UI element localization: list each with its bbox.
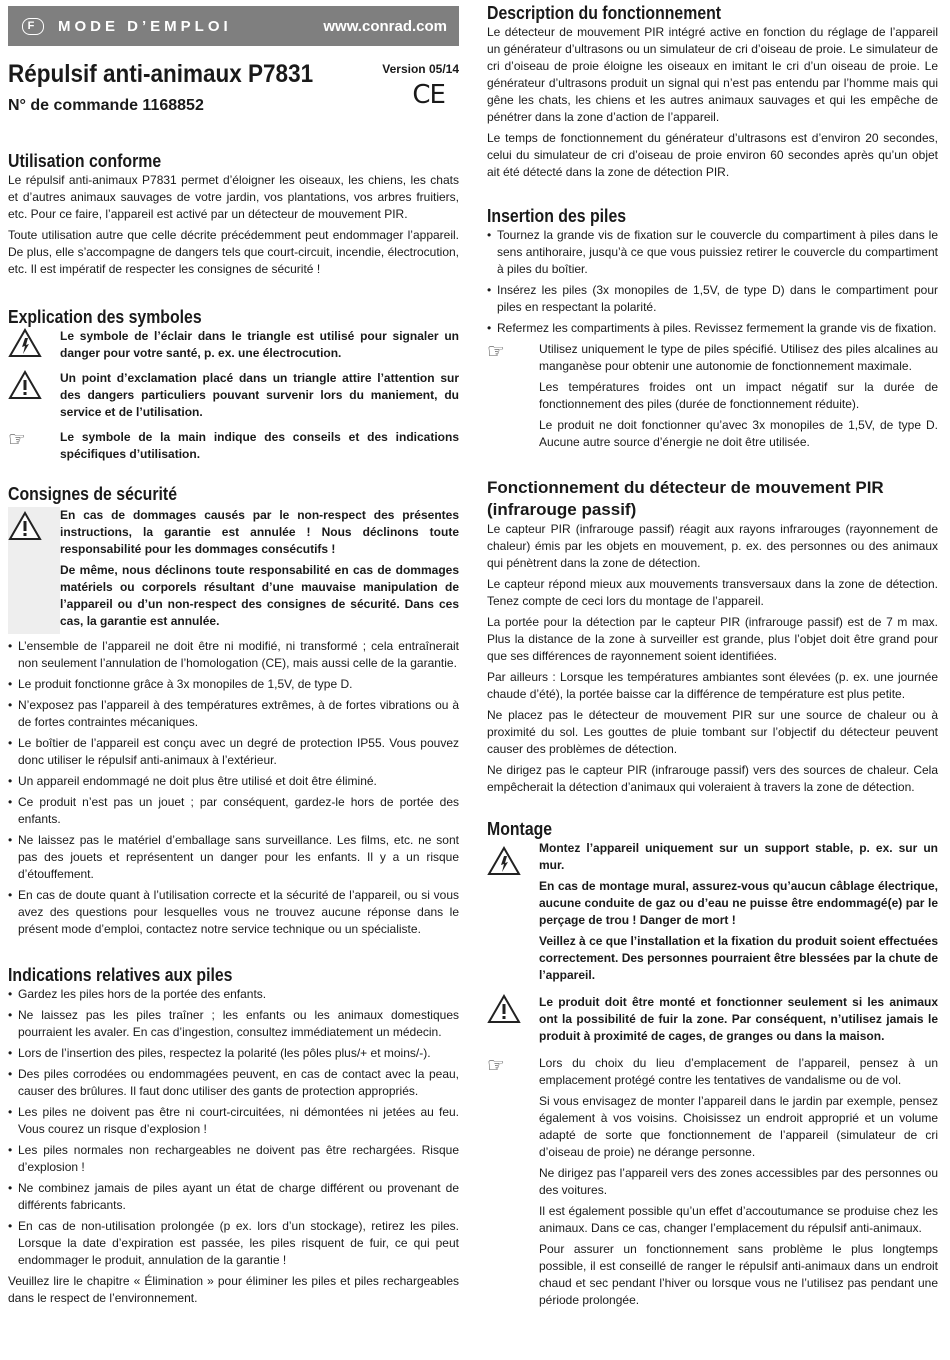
heading-piles-info: Indications relatives aux piles xyxy=(8,965,233,985)
utilisation-paragraph-2: Toute utilisation autre que celle décrite précédemment peut endommager l’appareil. De plus, elle s’accompagne de dangers tels que court-circuit, incendie, électrocution, etc. Il est impératif de respecter les consignes de sécurité ! xyxy=(8,228,459,276)
page-title: Répulsif anti-animaux P7831 xyxy=(8,60,314,88)
description-paragraph-2: Le temps de fonctionnement du générateur d’ultrasons est d’environ 20 secondes, celui du simulateur de cri d’oiseau de proie environ 60 secondes après qu’un objet ait été détecté dans la zone de détection PIR. xyxy=(487,131,938,179)
list-item: • Insérez les piles (3x monopiles de 1,5V, de type D) dans le compartiment pour piles en respectant la polarité. xyxy=(487,282,938,316)
right-column xyxy=(487,0,938,1317)
tip-text: Le produit ne doit fonctionner qu’avec 3x monopiles de 1,5V, de type D. Aucune autre source d’énergie ne doit être utilisée. xyxy=(539,418,938,449)
list-item: • Les piles normales non rechargeables ne doivent pas être rechargées. Risque d’explosion ! xyxy=(8,1142,459,1176)
montage-warning-block-2 xyxy=(487,994,938,1049)
montage-warning: Le produit doit être monté et fonctionner seulement si les animaux ont la possibilité de fuir la zone. Par conséquent, n’utilisez jamais le produit à proximité de cages, de granges ou dans la maison. xyxy=(539,995,938,1043)
section-description xyxy=(487,2,938,181)
safety-warning-block xyxy=(8,507,459,634)
symbol-row xyxy=(8,370,459,425)
tip-text: Il est également possible qu’un effet d’accoutumance se produise chez les animaux. Dans ce cas, changer l’emplacement du répulsif anti-animaux. xyxy=(539,1204,938,1235)
section-pir xyxy=(487,477,938,796)
tip-text: Lors du choix du lieu d’emplacement de l’appareil, pensez à un emplacement protégé contre les tentatives de vandalisme ou de vol. xyxy=(539,1056,938,1087)
section-piles-info xyxy=(8,964,459,1307)
list-item: • Refermez les compartiments à piles. Revissez fermement la grande vis de fixation. xyxy=(487,320,938,337)
safety-warning-1: En cas de dommages causés par le non-respect des présentes instructions, la garantie est annulée ! Nous déclinons toute responsabilité pour les dommages consécutifs ! xyxy=(60,508,459,556)
list-item: • Ne laissez pas le matériel d’emballage sans surveillance. Les films, etc. ne sont pas des jouets et représentent un danger pour les enfants. Il y a un risque d’étouffement. xyxy=(8,832,459,883)
left-column xyxy=(8,0,459,1311)
heading-montage: Montage xyxy=(487,819,553,839)
list-item: • Le produit fonctionne grâce à 3x monopiles de 1,5V, de type D. xyxy=(8,676,459,693)
safety-warning-2: De même, nous déclinons toute responsabilité en cas de dommages matériels ou corporels résultant d’une mauvaise manipulation de l’appareil ou d’un non-respect des consignes de sécurité. Dans ces cas, la garantie est annulée. xyxy=(60,563,459,628)
order-number: N° de commande 1168852 xyxy=(8,97,204,114)
montage-tips xyxy=(487,1055,938,1313)
header-mode xyxy=(22,18,232,35)
tip-text: Ne dirigez pas l’appareil vers des zones accessibles par des personnes ou des voitures. xyxy=(539,1166,938,1197)
symbol-text: Le symbole de la main indique des conseils et des indications spécifiques d’utilisation. xyxy=(60,430,459,461)
pir-paragraph: Le capteur PIR (infrarouge passif) réagit aux rayons infrarouges (rayonnement de chaleur) émis par les objets en mouvement, p. ex. des personnes ou des animaux qui pénètrent dans la zone de détection. xyxy=(487,522,938,570)
heading-securite: Consignes de sécurité xyxy=(8,484,178,504)
tip-text: Utilisez uniquement le type de piles spécifié. Utilisez des piles alcalines au manganèse pour obtenir une autonomie de fonctionnement maximale. xyxy=(539,342,938,373)
lightning-triangle-icon xyxy=(487,846,521,876)
list-item: • En cas de non-utilisation prolongée (p ex. lors d’un stockage), retirez les piles. Lorsque la date d’expiration est passée, les piles risquent de fuir, ce qui peut endommager le produit, annulation de la garantie ! xyxy=(8,1218,459,1269)
pointing-hand-icon: ☞ xyxy=(8,427,26,451)
title-block xyxy=(8,60,459,120)
pir-paragraph: Ne placez pas le détecteur de mouvement PIR sur une source de chaleur ou à proximité du sol. Les gouttes de pluie tombant sur l’objectif du détecteur peuvent causer des problèmes de détection. xyxy=(487,708,938,756)
section-insertion xyxy=(487,205,938,455)
list-item: • Ce produit n’est pas un jouet ; par conséquent, gardez-le hors de portée des enfants. xyxy=(8,794,459,828)
symbol-row xyxy=(8,328,459,366)
list-item: • Un appareil endommagé ne doit plus être utilisé et doit être éliminé. xyxy=(8,773,459,790)
list-item: • N’exposez pas l’appareil à des températures extrêmes, à de fortes vibrations ou à de fortes contraintes mécaniques. xyxy=(8,697,459,731)
heading-symboles: Explication des symboles xyxy=(8,307,202,327)
header-bar xyxy=(8,6,459,46)
exclamation-triangle-icon xyxy=(8,370,42,400)
website-url[interactable]: www.conrad.com xyxy=(323,17,447,35)
tip-text: Pour assurer un fonctionnement sans problème le plus longtemps possible, il est conseillé de ranger le répulsif anti-animaux dans un endroit chaud et sec pendant l’hiver ou lorsque vous ne l’utilisez pas pendant une période prolongée. xyxy=(539,1242,938,1307)
pir-paragraph: Ne dirigez pas le capteur PIR (infrarouge passif) vers des sources de chaleur. Cela empêcherait la détection d’animaux qui voleraient à travers la zone de détection. xyxy=(487,763,938,794)
symbol-text: Le symbole de l’éclair dans le triangle est utilisé pour signaler un danger pour votre santé, p. ex. une électrocution. xyxy=(60,329,459,360)
exclamation-triangle-icon xyxy=(8,511,42,541)
list-item: • Des piles corrodées ou endommagées peuvent, en cas de contact avec la peau, causer des brûlures. Il faut donc utiliser des gants de protection appropriés. xyxy=(8,1066,459,1100)
list-item: • Ne laissez pas les piles traîner ; les enfants ou les animaux domestiques pourraient les avaler. En cas d’ingestion, consultez immédiatement un médecin. xyxy=(8,1007,459,1041)
section-montage xyxy=(487,818,938,1313)
mode-label: MODE D’EMPLOI xyxy=(58,17,232,35)
insertion-list xyxy=(487,227,938,337)
lightning-triangle-icon xyxy=(8,328,42,358)
list-item: • En cas de doute quant à l’utilisation correcte et la sécurité de l’appareil, ou si vous avez des questions pour lesquelles vous ne trouvez aucune réponse dans le présent mode d’emploi, contactez notre service technique ou un spécialiste. xyxy=(8,887,459,938)
symbol-text: Un point d’exclamation placé dans un triangle attire l’attention sur des dangers particuliers pouvant survenir lors du maniement, du service et de l’utilisation. xyxy=(60,371,459,419)
description-paragraph-1: Le détecteur de mouvement PIR intégré active en fonction du réglage de l’appareil un générateur d’ultrasons ou un simulateur de cri d’oiseau de proie. Le simulateur de cri d’oiseau de proie éloigne les oiseaux en imitant le cri d’un oiseau de proie. Le générateur d’ultrasons produit un signal qui n’est pas entendu par l’homme mais qui gêne les chats, les chiens et les autres animaux sauvages et qui les empêche de pénétrer dans la zone d’action de l’appareil. xyxy=(487,25,938,124)
montage-warning: Veillez à ce que l’installation et la fixation du produit soient effectuées correctement. Des personnes pourraient être blessées par la chute de l’appareil. xyxy=(539,934,938,982)
section-symboles xyxy=(8,306,459,467)
version-label: Version 05/14 xyxy=(382,62,459,76)
ce-mark-icon: CE xyxy=(412,80,445,110)
pir-paragraph: Par ailleurs : Lorsque les températures ambiantes sont élevées (p. ex. une journée chaude d’été), la portée baisse car la différence de température est plus petite. xyxy=(487,670,938,701)
montage-warning: En cas de montage mural, assurez-vous qu’aucun câblage électrique, aucune conduite de gaz ou d’eau ne puisse être endommagé(e) par le perçage de trou ! Danger de mort ! xyxy=(539,879,938,927)
insertion-tips xyxy=(487,341,938,455)
battery-closing-text: Veuillez lire le chapitre « Élimination » pour éliminer les piles et piles rechargeables dans le respect de l’environnement. xyxy=(8,1274,459,1305)
montage-warning: Montez l’appareil uniquement sur un support stable, p. ex. sur un mur. xyxy=(539,841,938,872)
pir-paragraph: La portée pour la détection par le capteur PIR (infrarouge passif) est de 7 m max. Plus la distance de la zone à surveiller est grande, plus l’objet doit être grand pour que ses différences de rayonnement soient identifiées. xyxy=(487,615,938,663)
language-badge: F xyxy=(22,18,44,35)
section-utilisation xyxy=(8,150,459,278)
list-item: • Le boîtier de l’appareil est conçu avec un degré de protection IP55. Vous pouvez donc utiliser le répulsif anti-animaux à l’extérieur. xyxy=(8,735,459,769)
list-item: • Lors de l’insertion des piles, respectez la polarité (les pôles plus/+ et moins/-). xyxy=(8,1045,459,1062)
heading-pir: Fonctionnement du détecteur de mouvement PIR (infrarouge passif) xyxy=(487,478,884,519)
section-securite xyxy=(8,483,459,938)
exclamation-triangle-icon xyxy=(487,994,521,1024)
pointing-hand-icon: ☞ xyxy=(487,1053,505,1077)
heading-description: Description du fonctionnement xyxy=(487,3,722,23)
utilisation-paragraph-1: Le répulsif anti-animaux P7831 permet d’éloigner les oiseaux, les chiens, les chats et d’autres animaux sauvages de votre jardin, vos plantations, vos arbres fruitiers, etc. Pour ce faire, l’appareil est activé par un détecteur de mouvement PIR. xyxy=(8,173,459,221)
heading-insertion: Insertion des piles xyxy=(487,206,627,226)
symbol-row xyxy=(8,429,459,467)
list-item: • Tournez la grande vis de fixation sur le couvercle du compartiment à piles dans le sens antihoraire, jusqu’à ce que vous puissiez retirer le couvercle du compartiment à piles du boîtier. xyxy=(487,227,938,278)
list-item: • Gardez les piles hors de la portée des enfants. xyxy=(8,986,459,1003)
pir-paragraph: Le capteur répond mieux aux mouvements transversaux dans la zone de détection. Tenez compte de ceci lors du montage de l’appareil. xyxy=(487,577,938,608)
list-item: • Ne combinez jamais de piles ayant un état de charge différent ou provenant de différents fabricants. xyxy=(8,1180,459,1214)
pointing-hand-icon: ☞ xyxy=(487,339,505,363)
list-item: • Les piles ne doivent pas être ni court-circuitées, ni démontées ni jetées au feu. Vous courez un risque d’explosion ! xyxy=(8,1104,459,1138)
heading-utilisation: Utilisation conforme xyxy=(8,151,162,171)
montage-warning-block xyxy=(487,840,938,988)
tip-text: Si vous envisagez de monter l’appareil dans le jardin par exemple, pensez également à vos voisins. Choisissez un endroit approprié et un volume adapté de sorte que fonctionnement de l’appareil (simulateur de cri d’oiseau de proie) ne dérange personne. xyxy=(539,1094,938,1159)
tip-text: Les températures froides ont un impact négatif sur la durée de fonctionnement des piles (durée de fonctionnement réduite). xyxy=(539,380,938,411)
battery-list xyxy=(8,986,459,1269)
list-item: • L’ensemble de l’appareil ne doit être ni modifié, ni transformé ; cela entraînerait non seulement l’annulation de l’homologation (CE), mais aussi celle de la garantie. xyxy=(8,638,459,672)
safety-list xyxy=(8,638,459,938)
